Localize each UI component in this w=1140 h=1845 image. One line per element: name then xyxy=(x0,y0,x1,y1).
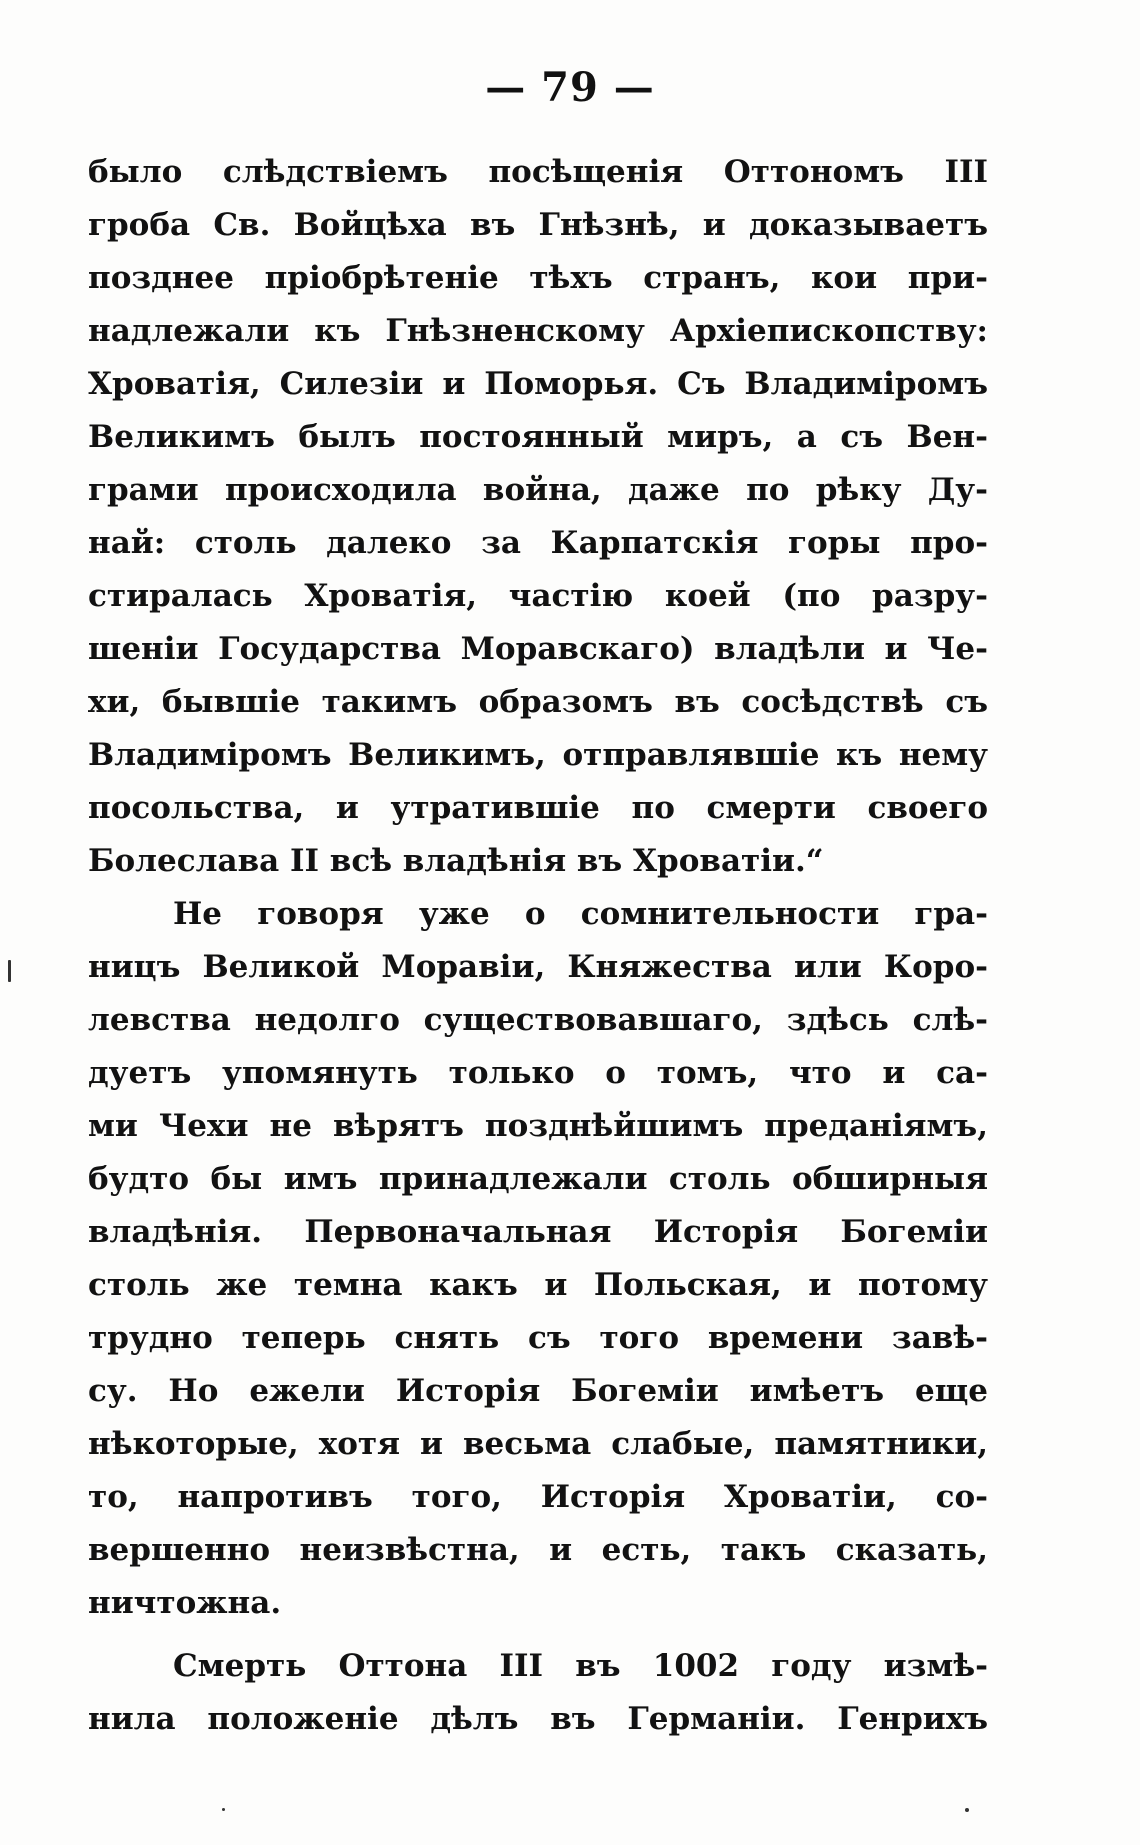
text-line: нѣкоторые, хотя и весьма слабые, памятники, xyxy=(88,1426,988,1462)
text-line: ничтожна. xyxy=(88,1585,282,1621)
text-line: трудно теперь снять съ того времени завѣ- xyxy=(88,1320,988,1356)
text-line: вершенно неизвѣстна, и есть, такъ сказать, xyxy=(88,1532,988,1568)
text-line: гроба Св. Войцѣха въ Гнѣзнѣ, и доказываетъ xyxy=(88,207,988,243)
text-line: Владиміромъ Великимъ, отправлявшіе къ нему xyxy=(88,737,988,773)
page-number: — 79 — xyxy=(485,64,655,111)
text-line: надлежали къ Гнѣзненскому Архіепископству: xyxy=(88,313,988,349)
text-line: левства недолго существовавшаго, здѣсь слѣ- xyxy=(88,1002,988,1038)
text-line: су. Но ежели Исторія Богеміи имѣетъ еще xyxy=(88,1373,988,1409)
scan-speck xyxy=(8,960,11,982)
text-line: Великимъ былъ постоянный миръ, а съ Вен- xyxy=(88,419,988,455)
text-line: стиралась Хроватія, частію коей (по разру- xyxy=(88,578,988,614)
text-line: было слѣдствіемъ посѣщенія Оттономъ III xyxy=(88,154,988,190)
paragraph xyxy=(88,888,988,1630)
text-line: Болеслава II всѣ владѣнія въ Хроватіи.“ xyxy=(88,843,824,879)
text-line: шеніи Государства Моравскаго) владѣли и Че- xyxy=(88,631,988,667)
text-line: столь же темна какъ и Польская, и потому xyxy=(88,1267,988,1303)
text-line: будто бы имъ принадлежали столь обширныя xyxy=(88,1161,988,1197)
text-line: Смерть Оттона III въ 1002 году измѣ- xyxy=(173,1648,988,1684)
text-line: най: столь далеко за Карпатскія горы про- xyxy=(88,525,988,561)
text-line: ницъ Великой Моравіи, Княжества или Коро- xyxy=(88,949,988,985)
text-line: то, напротивъ того, Исторія Хроватіи, со- xyxy=(88,1479,988,1515)
text-line: Не говоря уже о сомнительности гра- xyxy=(173,896,988,932)
text-line: хи, бывшіе такимъ образомъ въ сосѣдствѣ съ xyxy=(88,684,988,720)
text-line: дуетъ упомянуть только о томъ, что и са- xyxy=(88,1055,988,1091)
body-text xyxy=(88,146,988,1746)
paragraph xyxy=(88,1640,988,1746)
text-line: владѣнія. Первоначальная Исторія Богеміи xyxy=(88,1214,988,1250)
text-line: грами происходила война, даже по рѣку Ду- xyxy=(88,472,988,508)
text-line: посольства, и утратившіе по смерти своего xyxy=(88,790,988,826)
paragraph-gap xyxy=(88,1630,988,1640)
text-line: Хроватія, Силезіи и Поморья. Съ Владиміромъ xyxy=(88,366,988,402)
text-line: ми Чехи не вѣрятъ позднѣйшимъ преданіямъ, xyxy=(88,1108,988,1144)
scan-speck xyxy=(965,1808,969,1812)
scan-speck xyxy=(222,1808,225,1811)
paragraph xyxy=(88,146,988,888)
text-line: нила положеніе дѣлъ въ Германіи. Генрихъ xyxy=(88,1701,988,1737)
text-line: позднее пріобрѣтеніе тѣхъ странъ, кои при- xyxy=(88,260,988,296)
